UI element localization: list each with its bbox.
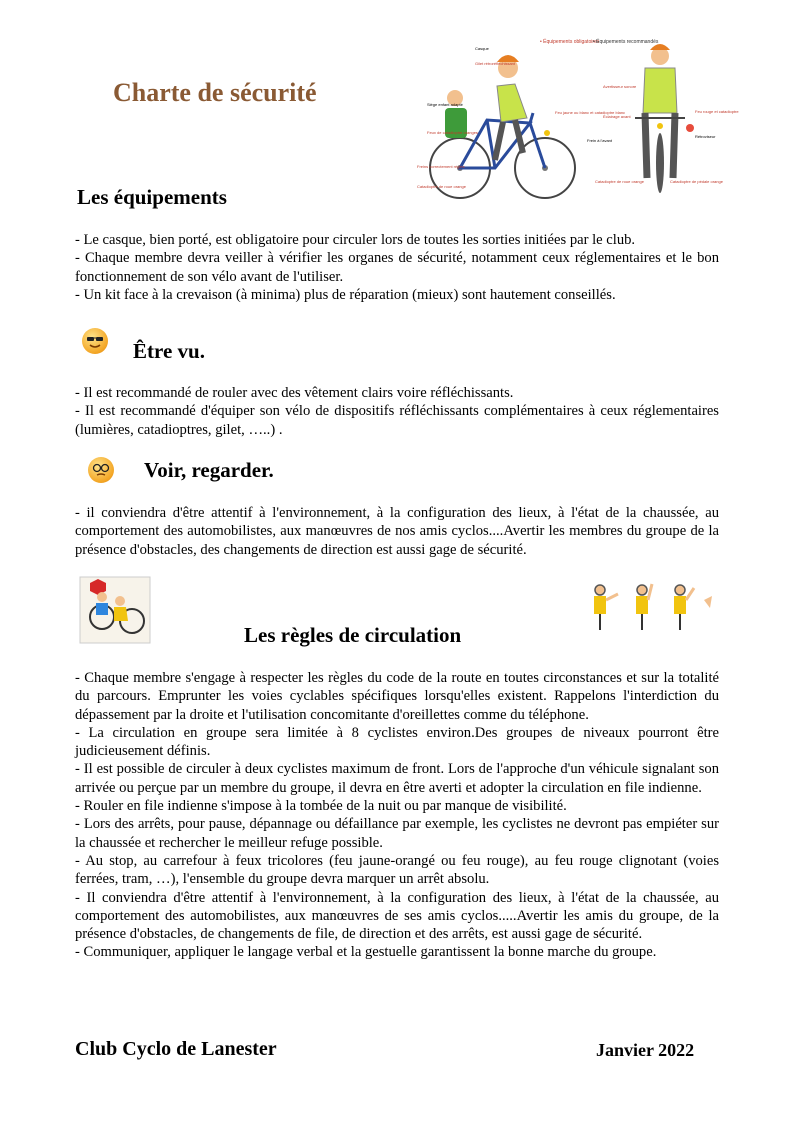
label-catadioptre-pedale: Catadioptre de pédale orange xyxy=(670,179,723,184)
cyclists-stop-illustration xyxy=(80,577,150,643)
paragraph-line: - Communiquer, appliquer le langage verbal et la gestuelle garantissent la bonne marche du groupe. xyxy=(75,944,657,961)
label-siege: Siège enfant adapté xyxy=(427,102,463,107)
label-catadioptre-roue-2: Catadioptre de roue orange xyxy=(595,179,644,184)
paragraph-line: - Au stop, au carrefour à feux tricolores (feu jaune-orangé ou feu rouge), au feu rouge clignotant (voies ferrées, tram, …), l'ensemble du groupe devra marquer un arrêt absolu. xyxy=(75,852,719,888)
section-body-regles xyxy=(75,669,719,962)
label-eclairage: Éclairage avant xyxy=(603,114,631,119)
paragraph-line: - Il est recommandé d'équiper son vélo de dispositifs réfléchissants complémentaires à ceux réglementaires (lumières, catadioptres, gilet, …..) . xyxy=(75,403,719,438)
glasses-smiley-icon xyxy=(88,457,114,483)
section-heading-etre-vu: Être vu. xyxy=(133,339,205,363)
section-heading-voir: Voir, regarder. xyxy=(144,458,274,482)
paragraph-line: - Chaque membre devra veiller à vérifier les organes de sécurité, notamment ceux réglementaires et le bon fonctionnement de son vélo avant de l'utiliser. xyxy=(75,250,719,285)
page-title: Charte de sécurité xyxy=(113,78,317,107)
hand-signals-illustration xyxy=(582,578,717,640)
section-heading-regles: Les règles de circulation xyxy=(244,623,462,647)
paragraph-line: - Lors des arrêts, pour pause, dépannage ou défaillance par exemple, les cyclistes ne devront pas empiéter sur la chaussée et rechercher le meilleur refuge possible. xyxy=(75,816,719,851)
bike-equipment-illustration xyxy=(415,38,739,203)
label-retroviseur: Rétroviseur xyxy=(695,134,716,139)
section-heading-equipements: Les équipements xyxy=(77,185,227,209)
legend-mandatory: • Équipements obligatoires xyxy=(540,39,600,45)
label-freins: Freins correctement réglés xyxy=(417,164,465,169)
label-catadioptre-roue: Catadioptre de roue orange xyxy=(417,184,466,189)
paragraph-line: - Le casque, bien porté, est obligatoire pour circuler lors de toutes les sorties initiées par le club. xyxy=(75,232,636,248)
section-body-voir xyxy=(75,504,719,559)
paragraph-line: - La circulation en groupe sera limitée à 8 cyclistes environ.Des groupes de niveaux pourront être judicieusement définis. xyxy=(75,724,719,760)
label-casque: Casque xyxy=(475,46,489,51)
footer-club-name: Club Cyclo de Lanester xyxy=(75,1038,277,1060)
label-feu-rouge: Feu rouge et catadioptre xyxy=(695,109,739,114)
paragraph-line: - Chaque membre s'engage à respecter les règles du code de la route en toutes circonstances et sur la totalité du parcours. Emprunter les voies cyclables spécifiques lorsqu'elles existent. Rappelons l'interdiction du dépassement par la droite et l'utilisation concomitante d'oreillettes comme du téléphone. xyxy=(75,670,719,723)
section-body-equipements xyxy=(75,231,719,304)
paragraph-line: - Il est recommandé de rouler avec des vêtement clairs voire réfléchissants. xyxy=(75,385,514,401)
section-body-etre-vu xyxy=(75,384,719,439)
label-gilet: Gilet rétroréfléchissant xyxy=(475,61,516,66)
paragraph-line: - il conviendra d'être attentif à l'environnement, à la configuration des lieux, à l'état de la chaussée, au comportement des automobilistes, aux manœuvres de nos amis cyclos....Avertir les membres du groupe de la présence d'obstacles, des changements de direction est aussi gage de sécurité. xyxy=(75,505,719,558)
footer-date: Janvier 2022 xyxy=(596,1040,695,1060)
label-feu-jaune: Feu jaune ou blanc et catadioptre blanc xyxy=(555,110,626,115)
label-frein-avant: Frein à l'avant xyxy=(587,138,612,143)
paragraph-line: - Rouler en file indienne s'impose à la tombée de la nuit ou par manque de visibilité. xyxy=(75,798,567,815)
label-feux-catadioptre: Feux de catadioptre oranges xyxy=(427,130,478,135)
paragraph-line: - Il est possible de circuler à deux cyclistes maximum de front. Lors de l'approche d'un véhicule signalant son arrivée ou perçue par un membre du groupe, il devra en être averti et adopter la circulation en file indienne. xyxy=(75,761,719,796)
label-avertisseur: Avertisseur sonore xyxy=(603,84,637,89)
paragraph-line: - Un kit face à la crevaison (à minima) plus de réparation (mieux) sont hautement conseillés. xyxy=(75,286,616,303)
legend-recommended: • Équipements recommandés xyxy=(593,39,659,45)
paragraph-line: - Il conviendra d'être attentif à l'environnement, à la configuration des lieux, à l'état de la chaussée, au comportement des automobilistes, aux manœuvres de ses amis cyclos.....Avertir les amis du groupe, de la présence d'obstacles, de changements de file, de direction et des arrêts, est aussi gage de sécurité. xyxy=(75,889,719,943)
sunglasses-smiley-icon xyxy=(82,328,108,354)
